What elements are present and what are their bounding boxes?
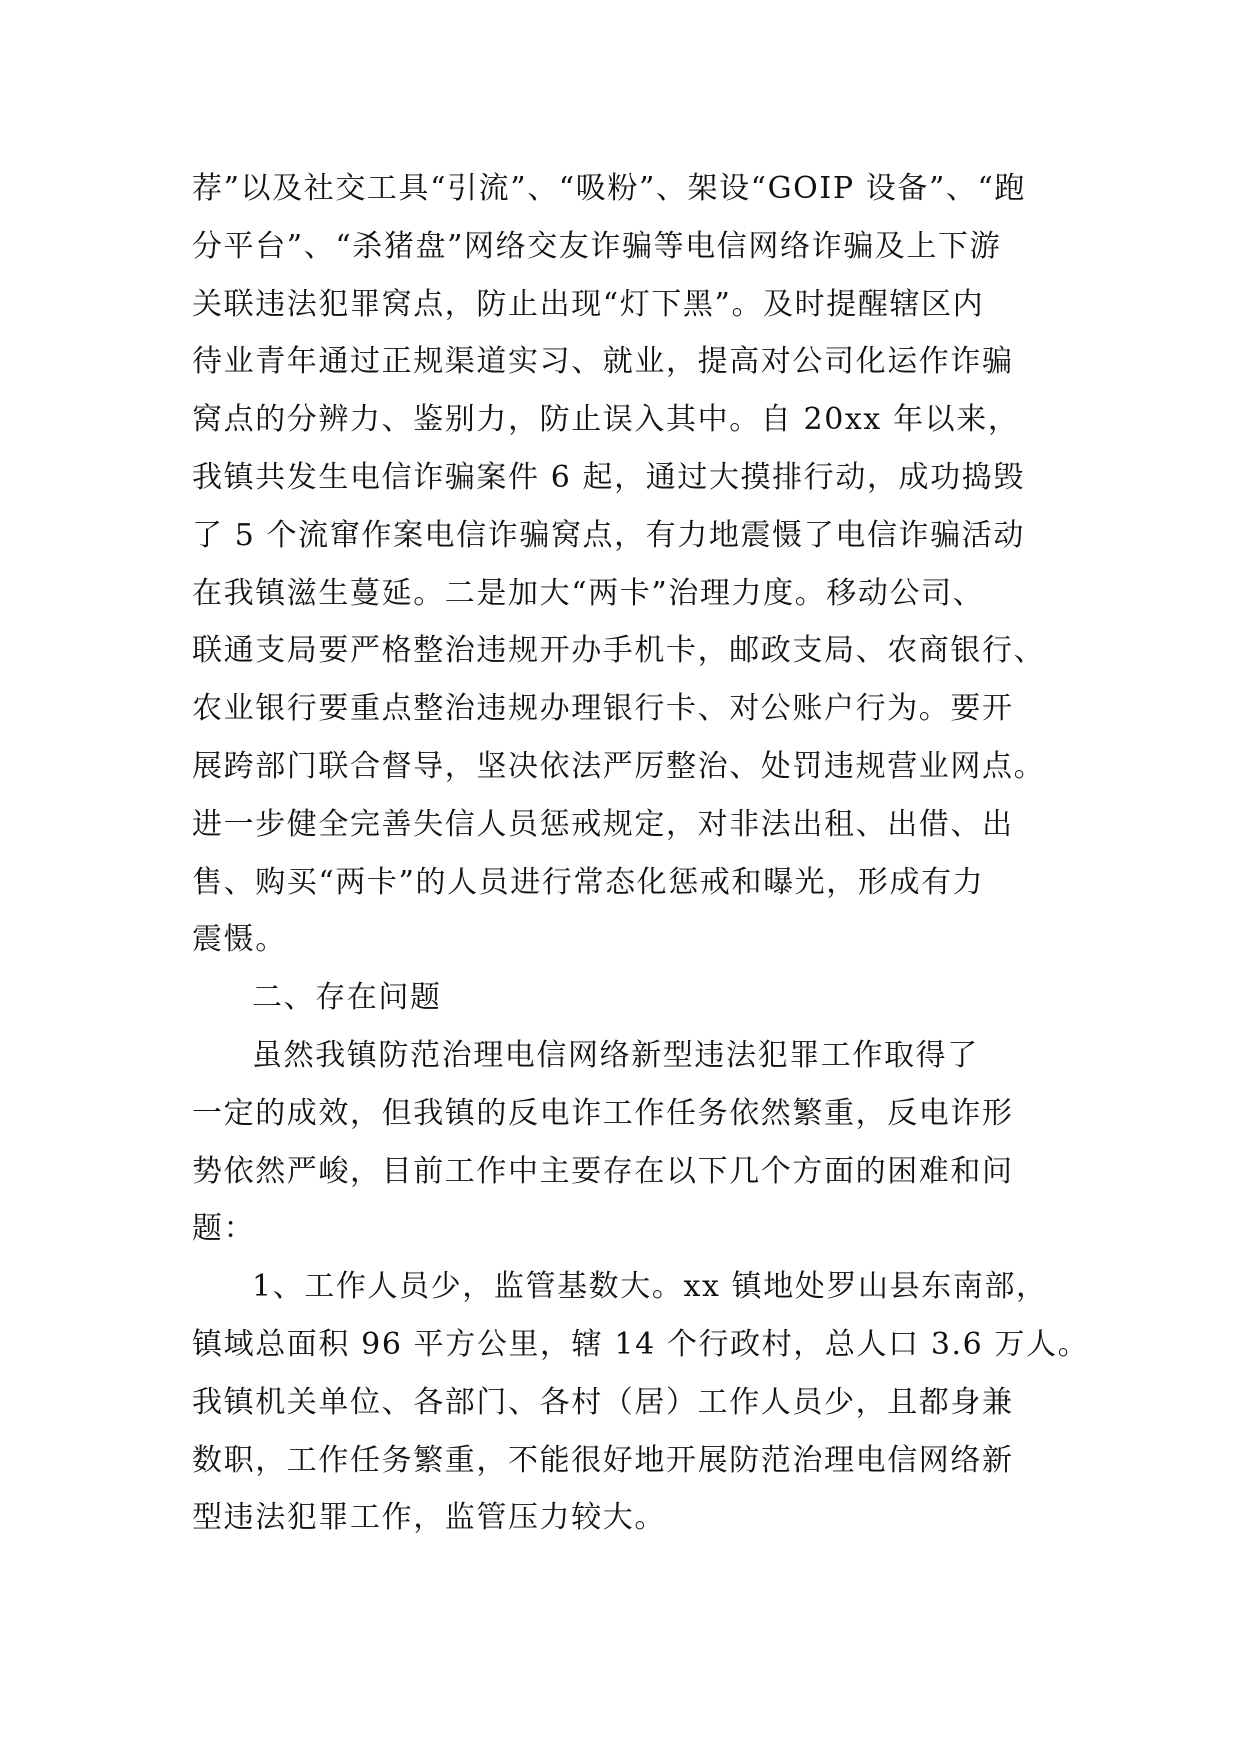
text-line: 数职，工作任务繁重，不能很好地开展防范治理电信网络新 [192, 1442, 1014, 1478]
text-line: 在我镇滋生蔓延。二是加大“两卡”治理力度。移动公司、 [192, 575, 985, 611]
text-line: 镇域总面积 96 平方公里，辖 14 个行政村，总人口 3.6 万人。 [192, 1326, 1090, 1362]
text-line: 虽然我镇防范治理电信网络新型违法犯罪工作取得了 [252, 1037, 979, 1073]
text-line: 型违法犯罪工作，监管压力较大。 [192, 1500, 666, 1536]
text-line: 题： [192, 1211, 256, 1247]
text-line: 待业青年通过正规渠道实习、就业，提高对公司化运作诈骗 [192, 344, 1014, 380]
text-line: 一定的成效，但我镇的反电诈工作任务依然繁重，反电诈形 [192, 1095, 1014, 1131]
text-line: 荐”以及社交工具“引流”、“吸粉”、架设“GOIP 设备”、“跑 [192, 171, 1027, 206]
text-line: 1、工作人员少，监管基数大。xx 镇地处罗山县东南部， [252, 1269, 1048, 1305]
text-line: 农业银行要重点整治违规办理银行卡、对公账户行为。要开 [192, 691, 1014, 727]
text-line: 窝点的分辨力、鉴别力，防止误入其中。自 20xx 年以来， [192, 402, 1020, 438]
text-line: 关联违法犯罪窝点，防止出现“灯下黑”。及时提醒辖区内 [192, 286, 985, 322]
text-line: 我镇机关单位、各部门、各村（居）工作人员少，且都身兼 [192, 1384, 1014, 1420]
text-line: 了 5 个流窜作案电信诈骗窝点，有力地震慑了电信诈骗活动 [192, 517, 1025, 553]
text-line: 我镇共发生电信诈骗案件 6 起，通过大摸排行动，成功捣毁 [192, 459, 1025, 495]
text-line: 势依然严峻，目前工作中主要存在以下几个方面的困难和问 [192, 1153, 1014, 1189]
document-body [192, 160, 1090, 1547]
text-line: 联通支局要严格整治违规开办手机卡，邮政支局、农商银行、 [192, 633, 1046, 669]
text-line: 展跨部门联合督导，坚决依法严厉整治、处罚违规营业网点。 [192, 748, 1046, 784]
section-heading: 二、存在问题 [252, 980, 442, 1016]
text-line: 售、购买“两卡”的人员进行常态化惩戒和曝光，形成有力 [192, 864, 985, 900]
text-line: 进一步健全完善失信人员惩戒规定，对非法出租、出借、出 [192, 806, 1014, 842]
text-line: 分平台”、“杀猪盘”网络交友诈骗等电信网络诈骗及上下游 [192, 228, 1002, 264]
text-line: 震慑。 [192, 922, 287, 958]
